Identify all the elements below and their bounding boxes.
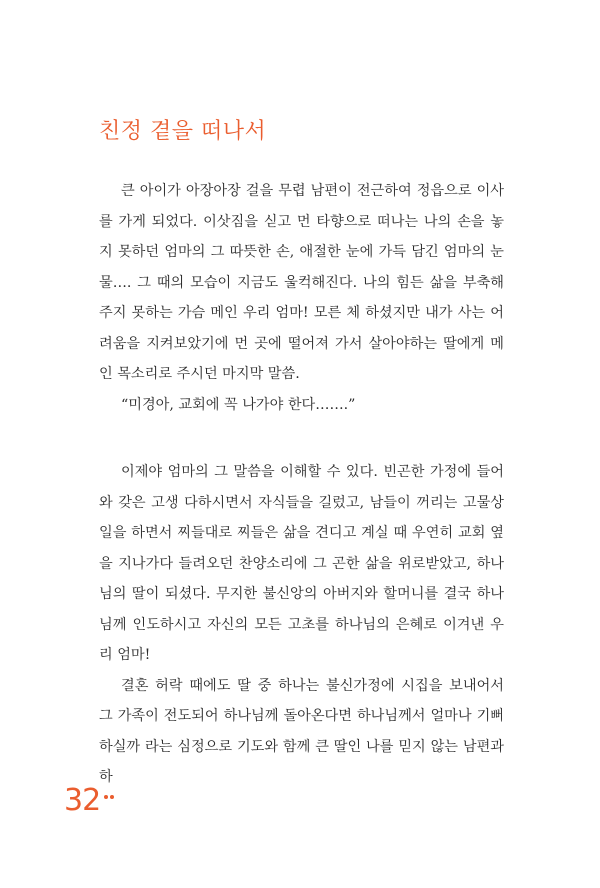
- dot-icon: [110, 795, 114, 799]
- text-block-1: [99, 176, 504, 420]
- text-block-2: [99, 457, 504, 793]
- paragraph-1: 큰 아이가 아장아장 걸을 무렵 남편이 전근하여 정읍으로 이사를 가게 되었다. 이삿짐을 싣고 먼 타향으로 떠나는 나의 손을 놓지 못하던 엄마의 그 따뜻한 손, 애절한 눈에 가득 담긴 엄마의 눈물…. 그 때의 모습이 지금도 울컥해진다. 나의 힘든 삶을 부축해주지 못하는 가슴 메인 우리 엄마! 모른 체 하셨지만 내가 사는 어려움을 지켜보았기에 먼 곳에 떨어져 가서 살아야하는 딸에게 메인 목소리로 주시던 마지막 말씀.: [99, 183, 504, 382]
- chapter-title: 친정 곁을 떠나서: [99, 119, 267, 144]
- paragraph-3: 결혼 허락 때에도 딸 중 하나는 불신가정에 시집을 보내어서 그 가족이 전도되어 하나님께 돌아온다면 하나님께서 얼마나 기뻐하실까 라는 심정으로 기도와 함께 큰 딸인 나를 믿지 않는 남편과 하: [99, 677, 504, 785]
- page-folio: [64, 783, 114, 818]
- page-number: 32: [64, 783, 101, 818]
- paragraph-2: 이제야 엄마의 그 말씀을 이해할 수 있다. 빈곤한 가정에 들어와 갖은 고생 다하시면서 자식들을 길렀고, 남들이 꺼리는 고물상 일을 하면서 찌들대로 찌들은 삶을 견디고 계실 때 우연히 교회 옆을 지나가다 들려오던 찬양소리에 그 곤한 삶을 위로받았고, 하나님의 딸이 되셨다. 무지한 불신앙의 아버지와 할머니를 결국 하나님께 인도하시고 자신의 모든 고초를 하나님의 은혜로 이겨낸 우리 엄마!: [99, 464, 504, 663]
- dot-icon: [104, 795, 108, 799]
- quote-paragraph: “미경아, 교회에 꼭 나가야 한다…….”: [121, 396, 356, 413]
- folio-dots-icon: [104, 795, 114, 799]
